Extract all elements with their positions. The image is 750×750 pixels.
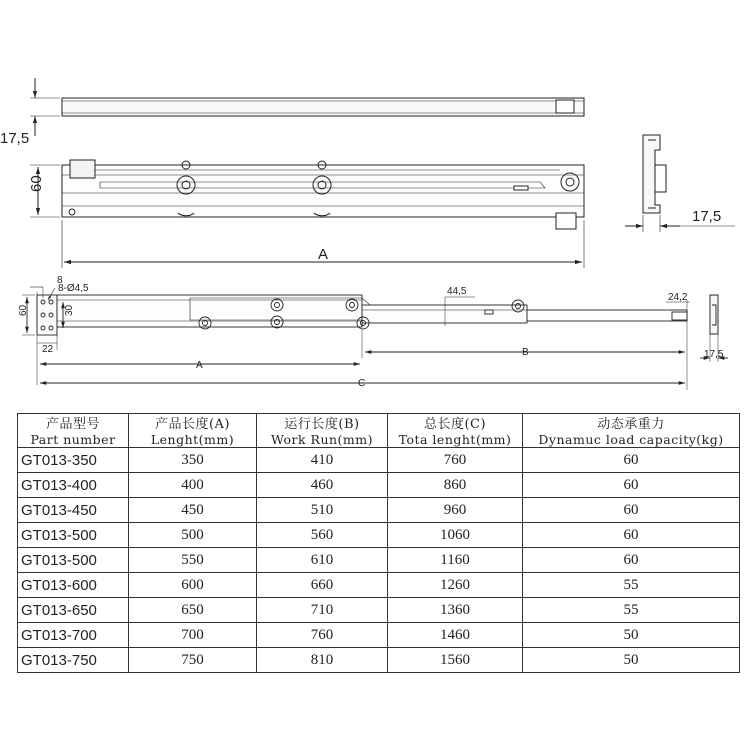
dim-8: 8 [57,275,63,286]
table-cell: 1060 [388,523,523,548]
table-cell: GT013-500 [18,523,129,548]
table-cell: 1460 [388,623,523,648]
table-cell: GT013-650 [18,598,129,623]
table-row [18,573,740,598]
table-cell: 660 [257,573,388,598]
table-cell: 450 [129,498,257,523]
table-cell: 560 [257,523,388,548]
dim-B: B [522,347,529,358]
table-cell: 60 [523,448,740,473]
table-cell: GT013-350 [18,448,129,473]
table-cell: 610 [257,548,388,573]
dim-30: 30 [64,304,75,316]
header-label: Work Run(mm) [270,432,374,447]
header-label: 产品型号 [45,417,100,432]
header-part-number [18,414,129,448]
dim-hole: 8-Ø4,5 [58,283,89,294]
table-cell: 410 [257,448,388,473]
dim-44-5: 44,5 [447,286,467,297]
header-label: Tota lenght(mm) [398,432,512,447]
table-cell: 400 [129,473,257,498]
table-cell: 60 [523,473,740,498]
table-cell: 550 [129,548,257,573]
table-cell: 1160 [388,548,523,573]
table-cell: 510 [257,498,388,523]
table-cell: 760 [257,623,388,648]
table-cell: GT013-400 [18,473,129,498]
table-row [18,448,740,473]
header-label: 动态承重力 [597,417,665,432]
table-cell: GT013-600 [18,573,129,598]
header-label: Dynamuc load capacity(kg) [538,432,724,447]
table-cell: 1260 [388,573,523,598]
table-header-row [18,414,740,448]
table-cell: 60 [523,548,740,573]
table-cell: 810 [257,648,388,673]
table-row [18,623,740,648]
dim-rail-height: 60 [28,175,45,192]
table-cell: 460 [257,473,388,498]
dim-length-A: A [318,246,329,263]
table-cell: 60 [523,498,740,523]
table-cell: 1560 [388,648,523,673]
table-row [18,523,740,548]
table-cell: GT013-450 [18,498,129,523]
header-label: Lenght(mm) [150,432,235,447]
header-length [129,414,257,448]
header-total-length [388,414,523,448]
dim-C: C [358,378,366,389]
table-cell: GT013-700 [18,623,129,648]
table-cell: 700 [129,623,257,648]
table-cell: 55 [523,573,740,598]
table-cell: GT013-500 [18,548,129,573]
header-work-run [257,414,388,448]
spec-table [17,413,740,673]
table-cell: 60 [523,523,740,548]
dim-24-2: 24,2 [668,292,688,303]
table-cell: 55 [523,598,740,623]
dim-A-detail: A [196,360,203,371]
table-cell: 960 [388,498,523,523]
top-rail-view [30,78,584,136]
table-cell: 50 [523,623,740,648]
header-label: 运行长度(B) [284,417,360,432]
table-cell: 760 [388,448,523,473]
dim-60-detail: 60 [18,304,29,316]
table-row [18,648,740,673]
table-row [18,498,740,523]
table-cell: 650 [129,598,257,623]
table-cell: 350 [129,448,257,473]
table-row [18,548,740,573]
table-cell: 500 [129,523,257,548]
table-cell: 710 [257,598,388,623]
table-cell: GT013-750 [18,648,129,673]
table-row [18,598,740,623]
table-cell: 50 [523,648,740,673]
table-cell: 860 [388,473,523,498]
table-cell: 1360 [388,598,523,623]
header-label: 产品长度(A) [154,417,231,432]
table-row [18,473,740,498]
extended-slide-view [22,287,728,390]
table-cell: 600 [129,573,257,598]
header-load-capacity [523,414,740,448]
dim-side-width: 17,5 [692,208,722,225]
header-label: 总长度(C) [423,417,487,432]
dim-17-5-detail: 17,5 [704,349,724,360]
header-label: Part number [30,432,116,447]
table-cell: 750 [129,648,257,673]
main-slide-view [30,160,584,268]
dim-top-height: 17,5 [0,130,30,147]
dim-22: 22 [42,344,54,355]
